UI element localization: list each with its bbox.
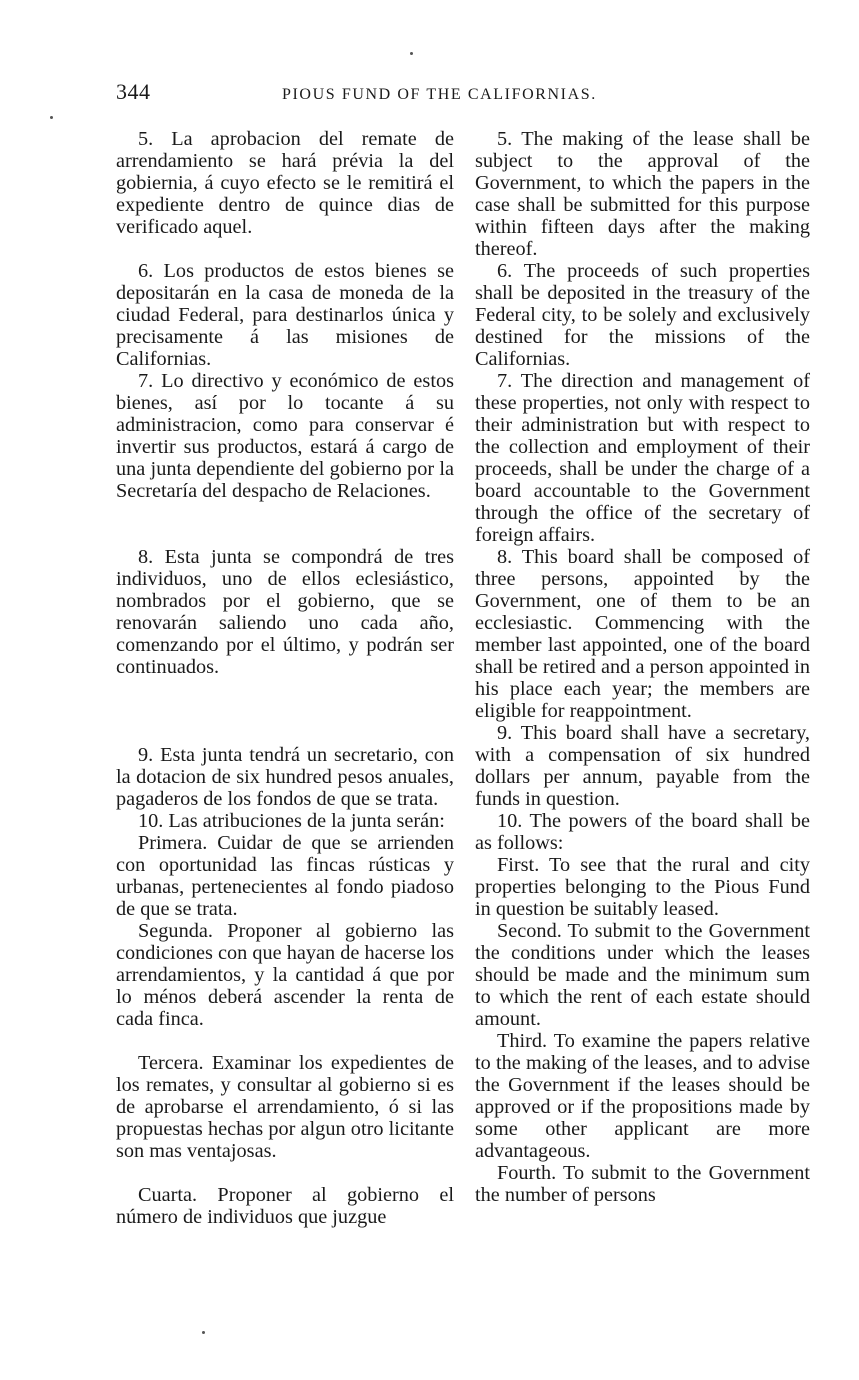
spanish-article-8: 8. Esta junta se compondrá de tres individuos, uno de ellos eclesiástico, nombrados por el gobierno, que se renovarán saliendo uno cada año, comenzando por el último, y podrán ser continuados. [116,546,454,678]
english-article-6: 6. The proceeds of such properties shall be deposited in the treasury of the Federal city, to be solely and exclusively destined for the missions of the Californias. [475,260,810,370]
spanish-article-10: 10. Las atribuciones de la junta serán: [138,810,445,832]
spanish-clause-cuarta: Cuarta. Proponer al gobierno el número de individuos que juzgue [116,1184,454,1228]
english-column [475,128,810,1206]
spanish-article-5: 5. La aprobacion del remate de arrendamiento se hará prévia la del gobiernia, á cuyo efecto se le remitirá el expediente dentro de quince dias de verificado aquel. [116,128,454,238]
english-article-5: 5. The making of the lease shall be subject to the approval of the Government, to which the papers in the case shall be submitted for this purpose within fifteen days after the making thereof. [475,128,810,260]
english-clause-second: Second. To submit to the Government the conditions under which the leases should be made and the minimum sum to which the rent of each estate should amount. [475,920,810,1030]
running-title: PIOUS FUND OF THE CALIFORNIAS. [282,86,597,103]
spanish-clause-segunda: Segunda. Proponer al gobierno las condiciones con que hayan de hacerse los arrendamientos, y la cantidad á que por lo ménos deberá ascender la renta de cada finca. [116,920,454,1030]
spanish-article-7: 7. Lo directivo y económico de estos bienes, así por lo tocante á su administracion, como para conservar é invertir sus productos, estará á cargo de una junta dependiente del gobierno por la Secretaría del despacho de Relaciones. [116,370,454,502]
print-speck [410,52,413,55]
spanish-clause-tercera: Tercera. Examinar los expedientes de los remates, y consultar al gobierno si es de aprobarse el arrendamiento, ó si las propuestas hechas por algun otro licitante son mas ventajosas. [116,1052,454,1162]
english-clause-first: First. To see that the rural and city properties belonging to the Pious Fund in question be suitably leased. [475,854,810,920]
english-clause-fourth: Fourth. To submit to the Government the number of persons [475,1162,810,1206]
spanish-clause-primera: Primera. Cuidar de que se arrienden con oportunidad las fincas rústicas y urbanas, pertenecientes al fondo piadoso de que se trata. [116,832,454,920]
print-speck [202,1331,205,1334]
spanish-column [116,128,454,1228]
print-speck [50,116,53,119]
english-article-9: 9. This board shall have a secretary, with a compensation of six hundred dollars per annum, payable from the funds in question. [475,722,810,810]
english-article-8: 8. This board shall be composed of three persons, appointed by the Government, one of them to be an ecclesiastic. Commencing with the member last appointed, one of the board shall be retired and a person appointed in his place each year; the members are eligible for reappointment. [475,546,810,722]
english-article-10: 10. The powers of the board shall be as follows: [475,810,810,854]
page-number: 344 [116,79,151,104]
english-clause-third: Third. To examine the papers relative to the making of the leases, and to advise the Government if the leases should be approved or if the propositions made by some other applicant are more advantageous. [475,1030,810,1162]
spanish-article-6: 6. Los productos de estos bienes se depositarán en la casa de moneda de la ciudad Federal, para destinarlos única y precisamente á las misiones de Californias. [116,260,454,370]
spanish-article-9: 9. Esta junta tendrá un secretario, con la dotacion de six hundred pesos anuales, pagaderos de los fondos de que se trata. [116,744,454,810]
english-article-7: 7. The direction and management of these properties, not only with respect to their administration but with respect to the collection and employment of their proceeds, shall be under the charge of a board accountable to the Government through the office of the secretary of foreign affairs. [475,370,810,546]
